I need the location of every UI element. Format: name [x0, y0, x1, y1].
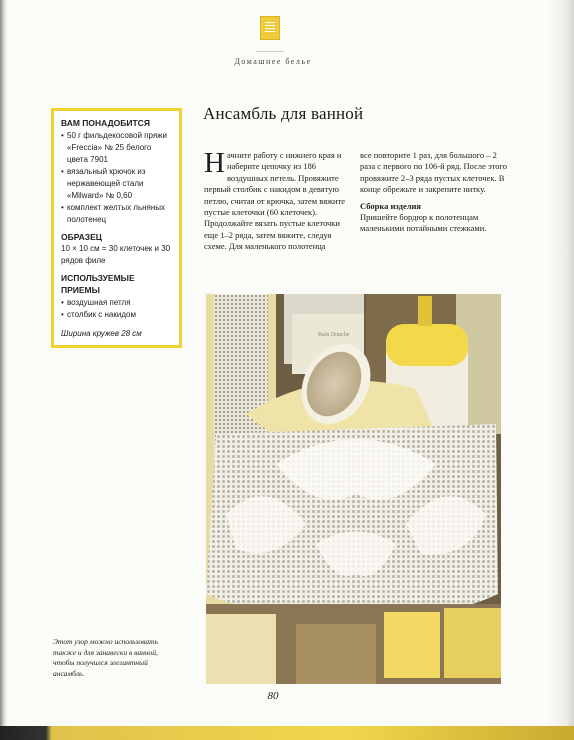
- techniques-item: • столбик с накидом: [61, 309, 172, 321]
- assembly-text: Пришейте бордюр к полотенцам маленькими потайными стежками.: [360, 212, 487, 234]
- bathroom-photo: [206, 294, 501, 684]
- page-edge: [548, 0, 574, 740]
- materials-heading: ВАМ ПОНАДОБИТСЯ: [61, 118, 150, 128]
- article-text: ачните работу с нижнего края и наберите цепочку из 186 воздушных петель. Провяжите первый столбик с накидом в девятую петлю, считая от крючка, затем вяжите пустые клеточки (60 клеточек). Продолжайте вязать пустые клеточки еще 1–2 ряда, затем вяжите, следуя схеме. Для маленького полотенца: [204, 150, 346, 252]
- article-column-2: [360, 150, 508, 235]
- article-title: Ансамбль для ванной: [203, 104, 364, 123]
- article-column-1: [204, 147, 346, 253]
- materials-sidebar: [51, 108, 182, 348]
- assembly-heading: Сборка изделия: [360, 200, 421, 211]
- drop-cap: Н: [204, 147, 225, 179]
- gauge-text: 10 × 10 см = 30 клеточек и 30 рядов филе: [61, 244, 171, 265]
- techniques-item: • воздушная петля: [61, 297, 172, 309]
- section-title: Домашнее белье: [234, 57, 312, 66]
- gauge-heading: ОБРАЗЕЦ: [61, 232, 102, 242]
- page-number: 80: [267, 690, 279, 702]
- article-text: все повторите 1 раз, для большого – 2 раза с первого по 106-й ряд. После этого провяжите 2–3 ряда пустых клеточек. В конце обрежьте и закрепите нитку.: [360, 150, 508, 195]
- materials-list: [61, 130, 172, 226]
- materials-item: • вязальный крючок из нержавеющей стали «Milward» № 0,60: [61, 166, 172, 202]
- materials-item: • комплект желтых льняных полотенец: [61, 202, 172, 226]
- page-gutter: [0, 0, 8, 740]
- lace-width: Ширина кружев 28 см: [61, 329, 142, 338]
- techniques-list: [61, 297, 172, 321]
- techniques-heading: ИСПОЛЬЗУЕМЫЕ ПРИЕМЫ: [61, 273, 135, 295]
- photo-caption: Этот узор можно использовать также и для занавески в ванной, чтобы получился элегантный ансамбль.: [53, 637, 158, 678]
- materials-item: • 50 г фильдекосовой пряжи «Freccia» № 25 белого цвета 7901: [61, 130, 172, 166]
- book-logo-icon: [260, 16, 280, 40]
- bathroom-photo-illustration: [206, 294, 501, 684]
- bottom-strip: [0, 726, 574, 740]
- jar-label: Bain Douche: [318, 332, 350, 338]
